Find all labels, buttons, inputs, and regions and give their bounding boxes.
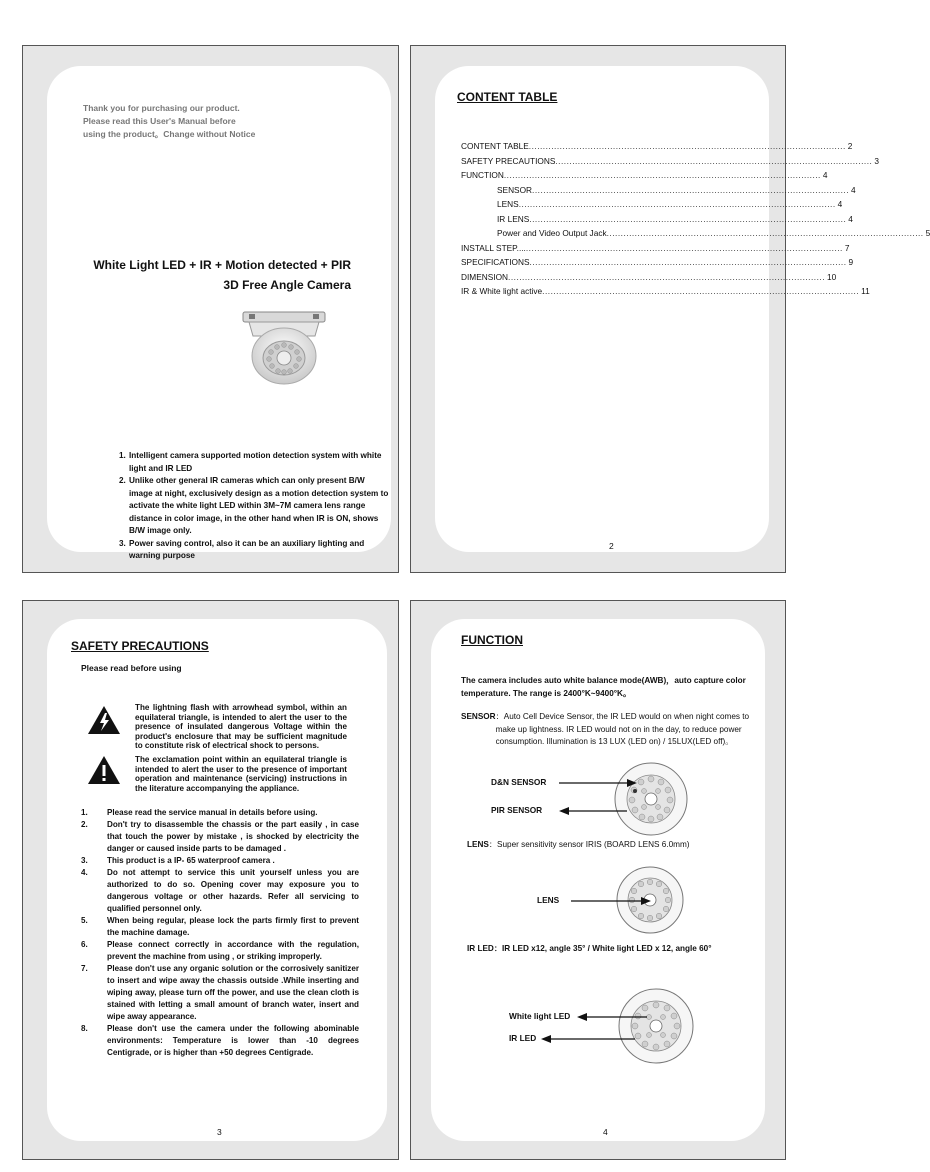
manual-page-cover xyxy=(22,45,399,573)
section-title: SAFETY PRECAUTIONS xyxy=(71,639,209,653)
page-card xyxy=(47,66,391,560)
feature-item: 1. Intelligent camera supported motion detection system with white light and IR LED xyxy=(119,451,382,473)
toc-entry[interactable]: SPECIFICATIONS ................................................................................................................. 9 xyxy=(461,257,854,267)
toc-entry[interactable]: IR & White light active ................................................................................................................. 11 xyxy=(461,286,870,296)
list-item: 8. Please don't use the camera under the following abominable environments: Temperature is lower than -10 degrees Centigrade, or is higher than +50 degrees Centigrade. xyxy=(81,1024,359,1057)
page-number: 4 xyxy=(603,1127,608,1137)
arrow-icon xyxy=(559,779,637,787)
product-title-line2: 3D Free Angle Camera xyxy=(223,278,351,292)
arrow-icon xyxy=(541,1035,635,1043)
manual-page-contents xyxy=(410,45,930,573)
list-item: 5. When being regular, please lock the parts firmly first to prevent the machine damage. xyxy=(81,916,359,937)
sensor-diagram-image xyxy=(613,761,689,837)
dome-camera-image xyxy=(241,310,327,390)
manual-page-safety xyxy=(22,600,399,1160)
toc-entry[interactable]: IR LENS ................................................................................................................. 4 xyxy=(497,213,853,224)
sensor-label: SENSOR xyxy=(461,712,496,721)
white-led-label: White light LED xyxy=(509,1011,571,1021)
list-item: 1. Please read the service manual in details before using. xyxy=(81,808,318,817)
irled-label: IR LED xyxy=(467,944,494,953)
product-title-line1: White Light LED + IR + Motion detected + PIR xyxy=(93,258,351,272)
lens-arrow-label: LENS xyxy=(537,895,560,905)
page-number: 3 xyxy=(217,1127,222,1137)
list-item: 4. Do not attempt to service this unit yourself unless you are authorized to do so. Opening cover may exposure you to dangerous voltage or other hazards. Refer all servicing to qualified personnel only. xyxy=(81,868,359,913)
table-of-contents xyxy=(461,141,930,301)
arrow-icon xyxy=(571,897,651,905)
toc-entry[interactable]: CONTENT TABLE ................................................................................................................. 2 xyxy=(461,141,853,151)
lightning-warning-text: The lightning flash with arrowhead symbol, within an equilateral triangle, is intended to alert the user to the presence of insulated dangerous Voltage within the product's enclosure that may be sufficient magnitude to constitute risk of electrical shock to persons. xyxy=(135,703,347,751)
page-card xyxy=(47,619,387,1141)
section-title: CONTENT TABLE xyxy=(457,90,558,104)
feature-item: 2. Unlike other general IR cameras which can only present B/W image at night, exclusively design as a motion detection system to activate the white light LED within 3M~7M camera lens range distance in color image, in the other hand when IR is ON, shows B/W image only. xyxy=(119,476,389,535)
read-before-note: Please read before using xyxy=(81,663,182,673)
lightning-warning-icon xyxy=(87,705,121,735)
lens-label: LENS xyxy=(467,840,489,849)
feature-list xyxy=(119,450,389,563)
list-item: 3. This product is a IP- 65 waterproof camera . xyxy=(81,856,275,865)
toc-entry[interactable]: INSTALL STEP.... ................................................................................................................. 7 xyxy=(461,242,850,253)
exclamation-warning-text: The exclamation point within an equilateral triangle is intended to alert the user to the presence of important operation and maintenance (servicing) instructions in the literature accompanying the appliance. xyxy=(135,755,347,793)
exclamation-warning-icon xyxy=(87,755,121,785)
dn-sensor-label: D&N SENSOR xyxy=(491,777,547,787)
page-number: 2 xyxy=(609,541,614,551)
toc-entry[interactable]: LENS ................................................................................................................. 4 xyxy=(497,199,843,209)
sensor-description: SENSOR ：Auto Cell Device Sensor, the IR LED would on when night comes to make up lightness. IR LED would not on in the day, to reduce power consumption. Illumination is 13 LUX (LED on) / 15LUX(LED off)。 xyxy=(461,711,761,749)
intro-note: Thank you for purchasing our product. Please read this User's Manual before using the product。Change without Notice xyxy=(83,103,256,139)
list-item: 6. Please connect correctly in accordance with the regulation, prevent the machine from using , or striking improperly. xyxy=(81,940,359,961)
toc-entry[interactable]: Power and Video Output Jack ................................................................................................................. 5 xyxy=(497,228,930,238)
list-item: 2. Don't try to disassemble the chassis or the part easily , in case that touch the power by mistake , is shocked by electricity the danger or caused inside parts to be damaged . xyxy=(81,820,359,853)
list-item: 7. Please don't use any organic solution or the corrosively sanitizer to insert and wipe away the chassis outside .While inserting and wiping away, please turn off the power, and use the clean cloth is stained with letting a small amount of branch water, insert and wipe away appearance. xyxy=(81,964,359,1021)
page-card xyxy=(435,66,930,552)
safety-rules-list xyxy=(81,807,359,1059)
led-diagram-image xyxy=(617,987,695,1065)
ir-led-label: IR LED xyxy=(509,1033,537,1043)
toc-entry[interactable]: DIMENSION ................................................................................................................. 10 xyxy=(461,271,837,282)
irled-description: IR LED ：IR LED x12, angle 35° / White light LED x 12, angle 60° xyxy=(467,943,767,956)
lens-description: LENS ：Super sensitivity sensor IRIS (BOARD LENS 6.0mm) xyxy=(467,839,757,852)
arrow-icon xyxy=(559,807,627,815)
toc-entry[interactable]: SENSOR ................................................................................................................. 4 xyxy=(497,184,856,195)
toc-entry[interactable]: FUNCTION ................................................................................................................. 4 xyxy=(461,170,828,180)
toc-entry[interactable]: SAFETY PRECAUTIONS ................................................................................................................. 3 xyxy=(461,155,879,166)
page-card xyxy=(431,619,765,1141)
pir-sensor-label: PIR SENSOR xyxy=(491,805,543,815)
feature-item: 3. Power saving control, also it can be an auxiliary lighting and warning purpose xyxy=(119,538,365,560)
section-title: FUNCTION xyxy=(461,633,523,647)
function-intro: The camera includes auto white balance mode(AWB)，auto capture color temperature. The range is 2400°K~9400°K。 xyxy=(461,676,746,698)
manual-page-function xyxy=(410,600,786,1160)
arrow-icon xyxy=(577,1013,647,1021)
